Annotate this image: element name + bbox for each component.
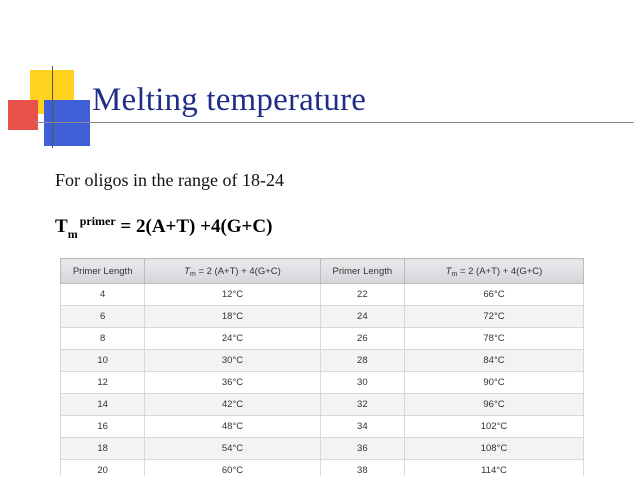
cell-tm: 60°C xyxy=(145,460,320,477)
header-primer-length-2: Primer Length xyxy=(320,259,404,284)
table-row xyxy=(61,394,584,416)
header-tm-1 xyxy=(145,259,320,284)
table-header-row xyxy=(61,259,584,284)
header-tm-symbol: T xyxy=(184,265,190,277)
cell-tm: 90°C xyxy=(404,372,583,394)
cell-tm: 30°C xyxy=(145,350,320,372)
cell-primer-length: 32 xyxy=(320,394,404,416)
cell-primer-length: 34 xyxy=(320,416,404,438)
header-tm-subscript: m xyxy=(451,270,458,278)
cell-tm: 96°C xyxy=(404,394,583,416)
tm-table xyxy=(60,258,584,476)
cell-primer-length: 14 xyxy=(61,394,145,416)
header-primer-length-1: Primer Length xyxy=(61,259,145,284)
cell-primer-length: 36 xyxy=(320,438,404,460)
decorative-vertical-line xyxy=(52,66,53,148)
cell-tm: 18°C xyxy=(145,306,320,328)
table-row xyxy=(61,328,584,350)
title-underline xyxy=(34,122,634,123)
cell-tm: 48°C xyxy=(145,416,320,438)
cell-primer-length: 16 xyxy=(61,416,145,438)
cell-primer-length: 28 xyxy=(320,350,404,372)
cell-tm: 36°C xyxy=(145,372,320,394)
cell-tm: 72°C xyxy=(404,306,583,328)
cell-primer-length: 20 xyxy=(61,460,145,477)
table-row xyxy=(61,284,584,306)
decorative-red-square xyxy=(8,100,38,130)
cell-primer-length: 24 xyxy=(320,306,404,328)
table-row xyxy=(61,438,584,460)
table-row xyxy=(61,350,584,372)
header-tm-expression: = 2 (A+T) + 4(G+C) xyxy=(457,265,543,277)
cell-tm: 114°C xyxy=(404,460,583,477)
cell-primer-length: 38 xyxy=(320,460,404,477)
cell-tm: 78°C xyxy=(404,328,583,350)
cell-primer-length: 12 xyxy=(61,372,145,394)
cell-primer-length: 4 xyxy=(61,284,145,306)
cell-tm: 54°C xyxy=(145,438,320,460)
slide-title: Melting temperature xyxy=(92,82,367,118)
cell-tm: 84°C xyxy=(404,350,583,372)
decorative-blue-square xyxy=(44,100,90,146)
cell-tm: 42°C xyxy=(145,394,320,416)
formula-superscript: primer xyxy=(79,214,116,228)
table-row xyxy=(61,372,584,394)
formula-expression: = 2(A+T) +4(G+C) xyxy=(120,216,273,237)
table-row xyxy=(61,306,584,328)
header-tm-symbol: T xyxy=(445,265,452,277)
cell-tm: 108°C xyxy=(404,438,583,460)
header-tm-2 xyxy=(404,259,583,284)
cell-tm: 102°C xyxy=(404,416,583,438)
formula-symbol: T xyxy=(55,216,68,237)
cell-primer-length: 8 xyxy=(61,328,145,350)
cell-primer-length: 18 xyxy=(61,438,145,460)
header-tm-expression: = 2 (A+T) + 4(G+C) xyxy=(195,265,281,277)
cell-tm: 66°C xyxy=(404,284,583,306)
slide-subtitle: For oligos in the range of 18-24 xyxy=(55,170,284,190)
melting-temperature-formula xyxy=(55,214,273,241)
tm-table-container xyxy=(60,258,584,476)
cell-tm: 24°C xyxy=(145,328,320,350)
formula-subscript: m xyxy=(67,227,78,241)
table-row xyxy=(61,416,584,438)
cell-primer-length: 6 xyxy=(61,306,145,328)
cell-primer-length: 22 xyxy=(320,284,404,306)
cell-primer-length: 30 xyxy=(320,372,404,394)
cell-tm: 12°C xyxy=(145,284,320,306)
cell-primer-length: 26 xyxy=(320,328,404,350)
cell-primer-length: 10 xyxy=(61,350,145,372)
header-tm-subscript: m xyxy=(189,270,196,278)
table-row xyxy=(61,460,584,477)
